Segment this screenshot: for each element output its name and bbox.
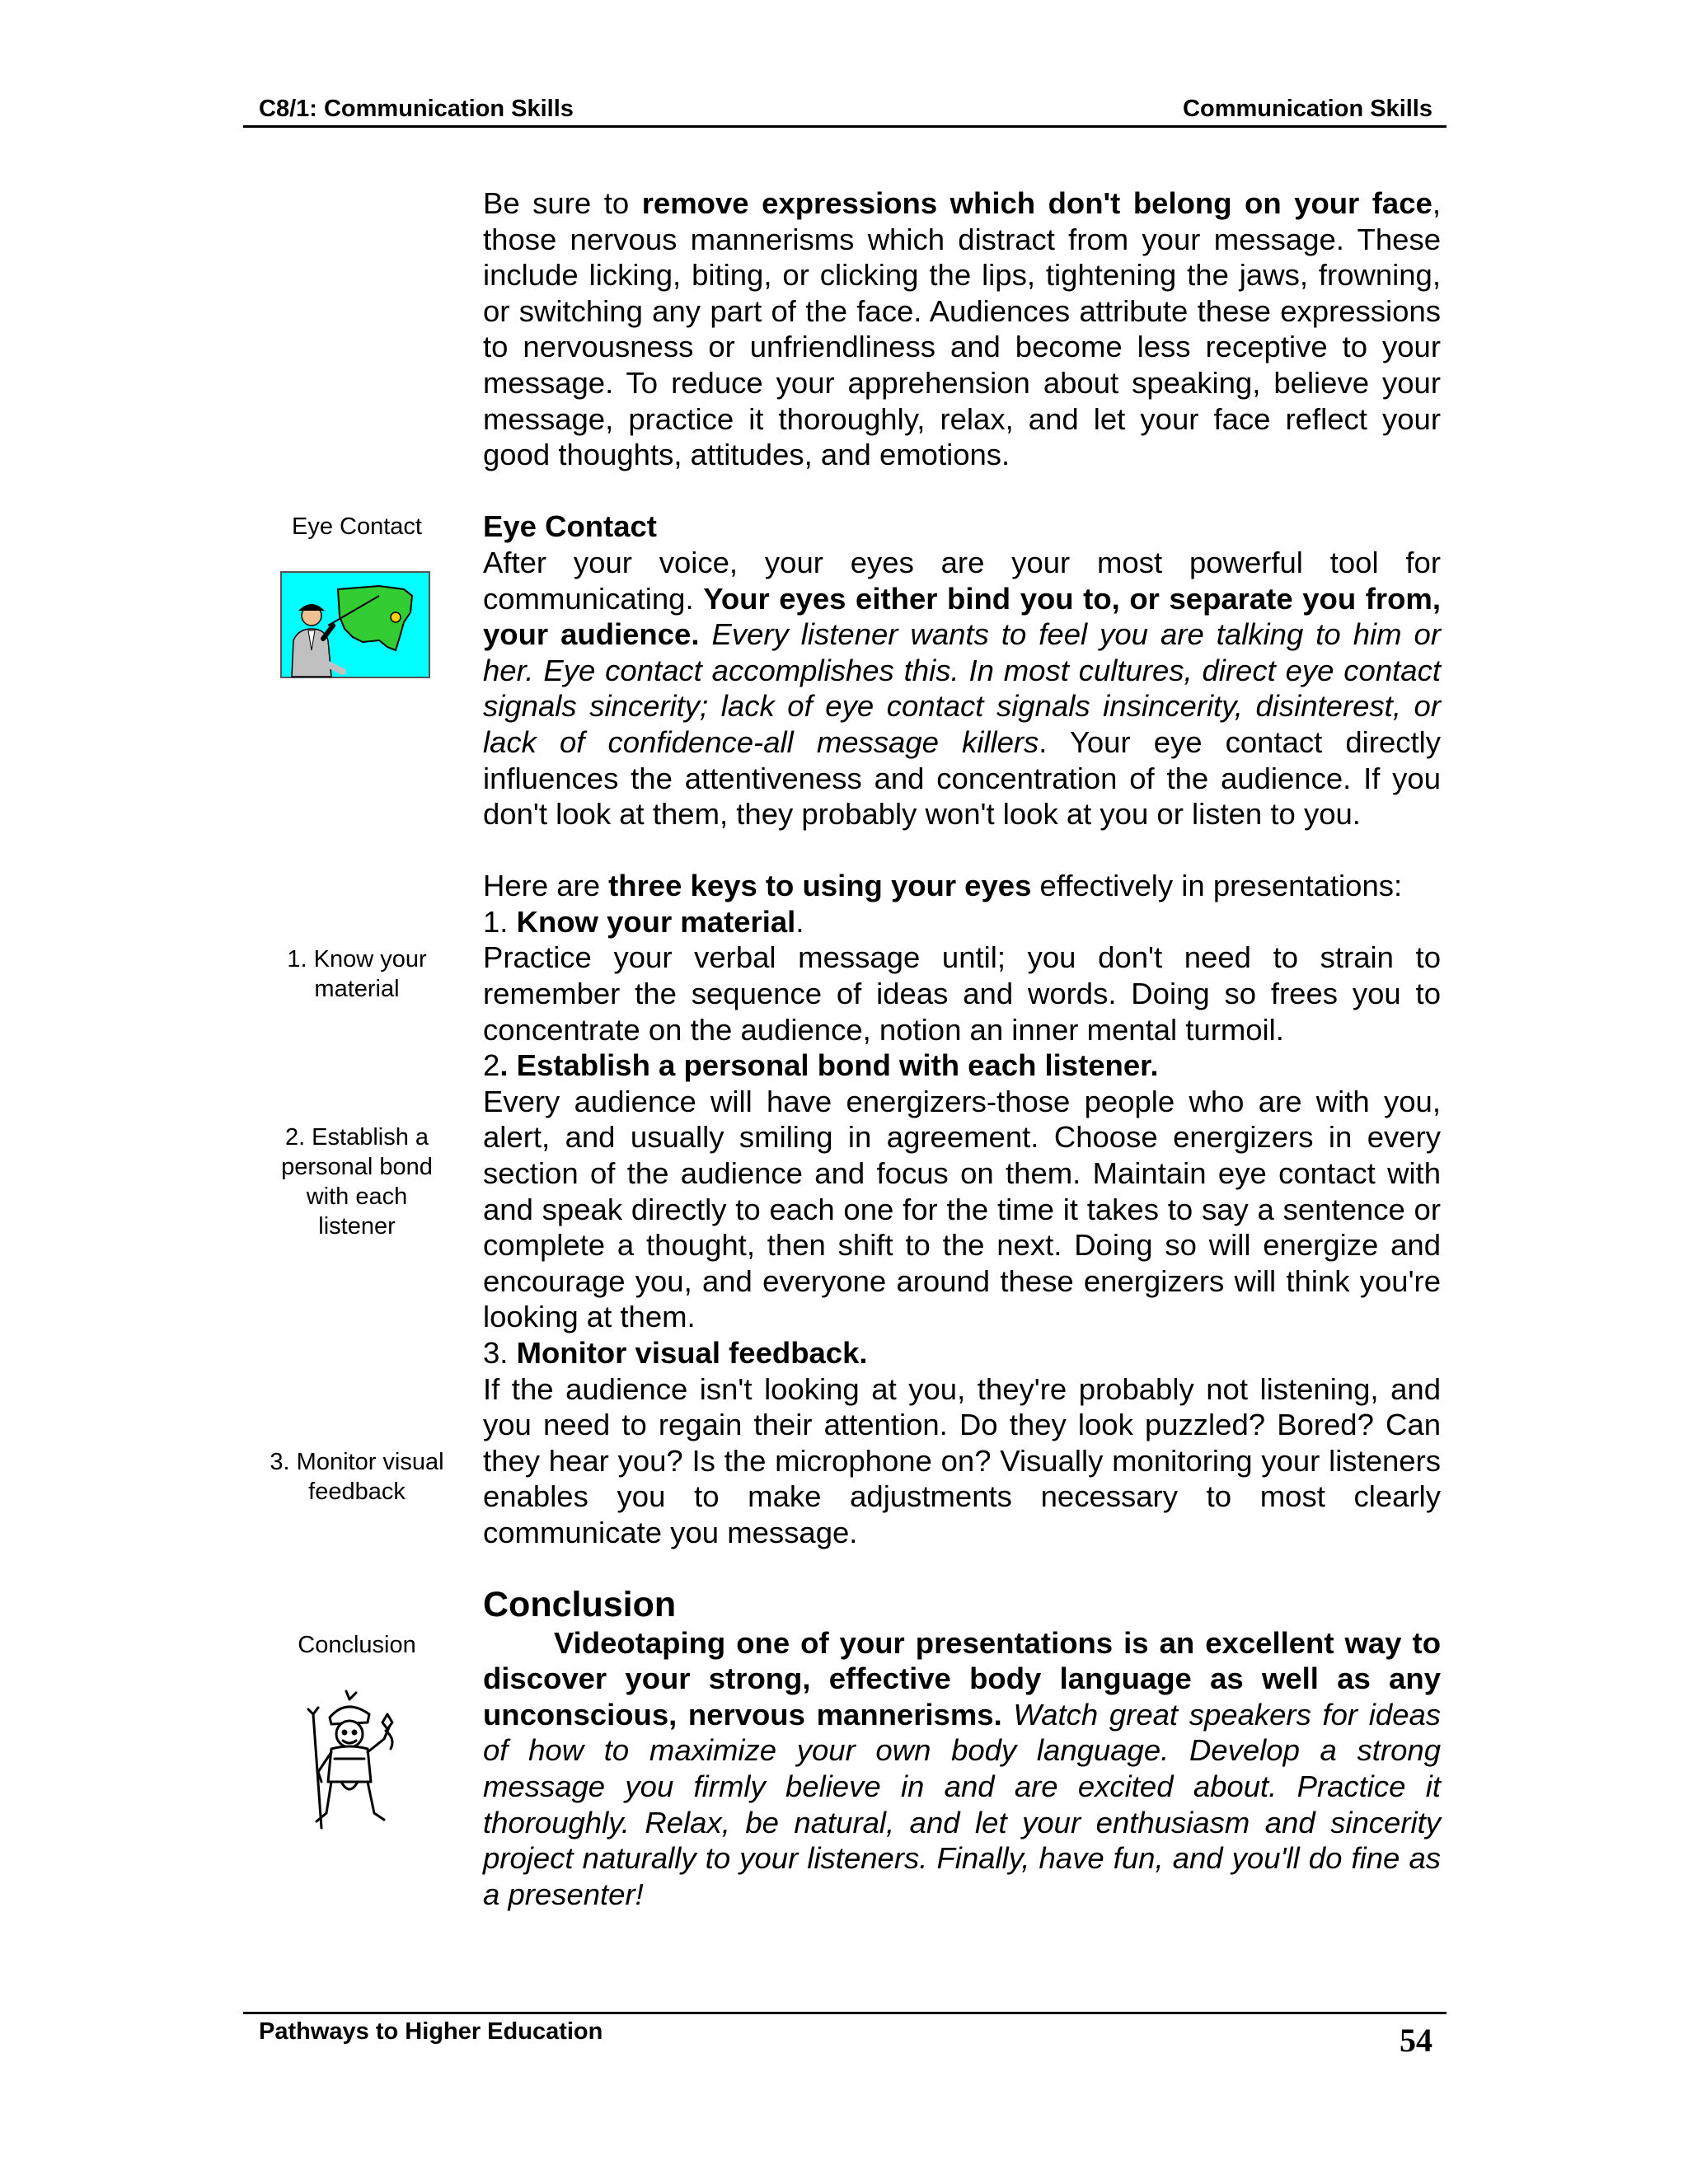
header-rule: [243, 125, 1447, 128]
cartoon-man-icon: [298, 1690, 406, 1833]
eye-contact-heading: Eye Contact: [483, 509, 657, 544]
key-1-body: Practice your verbal message until; you don't need to strain to remember the sequence of ideas and words. Doing so frees you to concentrate on the audience, notion an inner mental turmoil.: [483, 940, 1441, 1047]
key-3-title: 3. Monitor visual feedback.: [483, 1336, 868, 1370]
key-3-body: If the audience isn't looking at you, they're probably not listening, and you need to regain their attention. Do they look puzzled? Bored? Can they hear you? Is the microphone on? Visually monitoring your listeners enables you to make adjustments necessary to most clearly communicate you message.: [483, 1371, 1441, 1549]
conclusion-paragraph: Videotaping one of your presentations is an excellent way to discover your strong, effective body language as well as any unconscious, nervous mannerisms. Watch great speakers for ideas of how to maximize your own body language. Develop a strong message you firmly believe in and are excited about. Practice it thoroughly. Relax, be natural, and let your enthusiasm and sincerity project naturally to your listeners. Finally, have fun, and you'll do fine as a presenter!: [483, 1625, 1442, 1911]
margin-note-personal-bond: 2. Establish a personal bond with each listener: [281, 1124, 433, 1240]
conclusion-heading: Conclusion: [483, 1584, 677, 1624]
footer-left: Pathways to Higher Education: [259, 2018, 603, 2045]
margin-note-conclusion: Conclusion: [298, 1632, 416, 1658]
header-right: Communication Skills: [1183, 96, 1432, 122]
eye-contact-paragraph: After your voice, your eyes are your most powerful tool for communicating. Your eyes either bind you to, or separate you from, your audience. Every listener wants to feel you are talking to him or her. Eye contact accomplishes this. In most cultures, direct eye contact signals sincerity; lack of eye contact signals insincerity, disinterest, or lack of confidence-all message killers. Your eye contact directly influences the attentiveness and concentration of the audience. If you don't look at them, they probably won't look at you or listen to you.: [483, 545, 1441, 832]
page-number: 54: [1400, 2022, 1432, 2059]
keys-intro: Here are three keys to using your eyes effectively in presentations:: [483, 869, 1403, 903]
margin-note-eye-contact: Eye Contact: [292, 513, 422, 540]
main-content: [483, 185, 1441, 1912]
margin-note-monitor-feedback: 3. Monitor visual feedback: [270, 1449, 444, 1505]
key-2-title: 2. Establish a personal bond with each listener.: [483, 1048, 1159, 1083]
intro-paragraph: Be sure to remove expressions which don't belong on your face, those nervous mannerisms which distract from your message. These include licking, biting, or clicking the lips, tightening the jaws, frowning, or switching any part of the face. Audiences attribute these expressions to nervousness or unfriendliness and become less receptive to your message. To reduce your apprehension about speaking, believe your message, practice it thoroughly, relax, and let your face reflect your good thoughts, attitudes, and emotions.: [483, 186, 1441, 472]
footer-rule: [243, 2012, 1447, 2014]
margin-note-know-material: 1. Know your material: [287, 946, 427, 1002]
header-left: C8/1: Communication Skills: [259, 96, 574, 122]
key-2-body: Every audience will have energizers-those people who are with you, alert, and usually smiling in agreement. Choose energizers in every section of the audience and focus on them. Maintain eye contact with and speak directly to each one for the time it takes to say a sentence or complete a thought, then shift to the next. Doing so will energize and encourage you, and everyone around these energizers will think you're looking at them.: [483, 1084, 1441, 1334]
presenter-with-map-icon: [280, 571, 430, 678]
key-1-title: 1. Know your material.: [483, 904, 804, 939]
